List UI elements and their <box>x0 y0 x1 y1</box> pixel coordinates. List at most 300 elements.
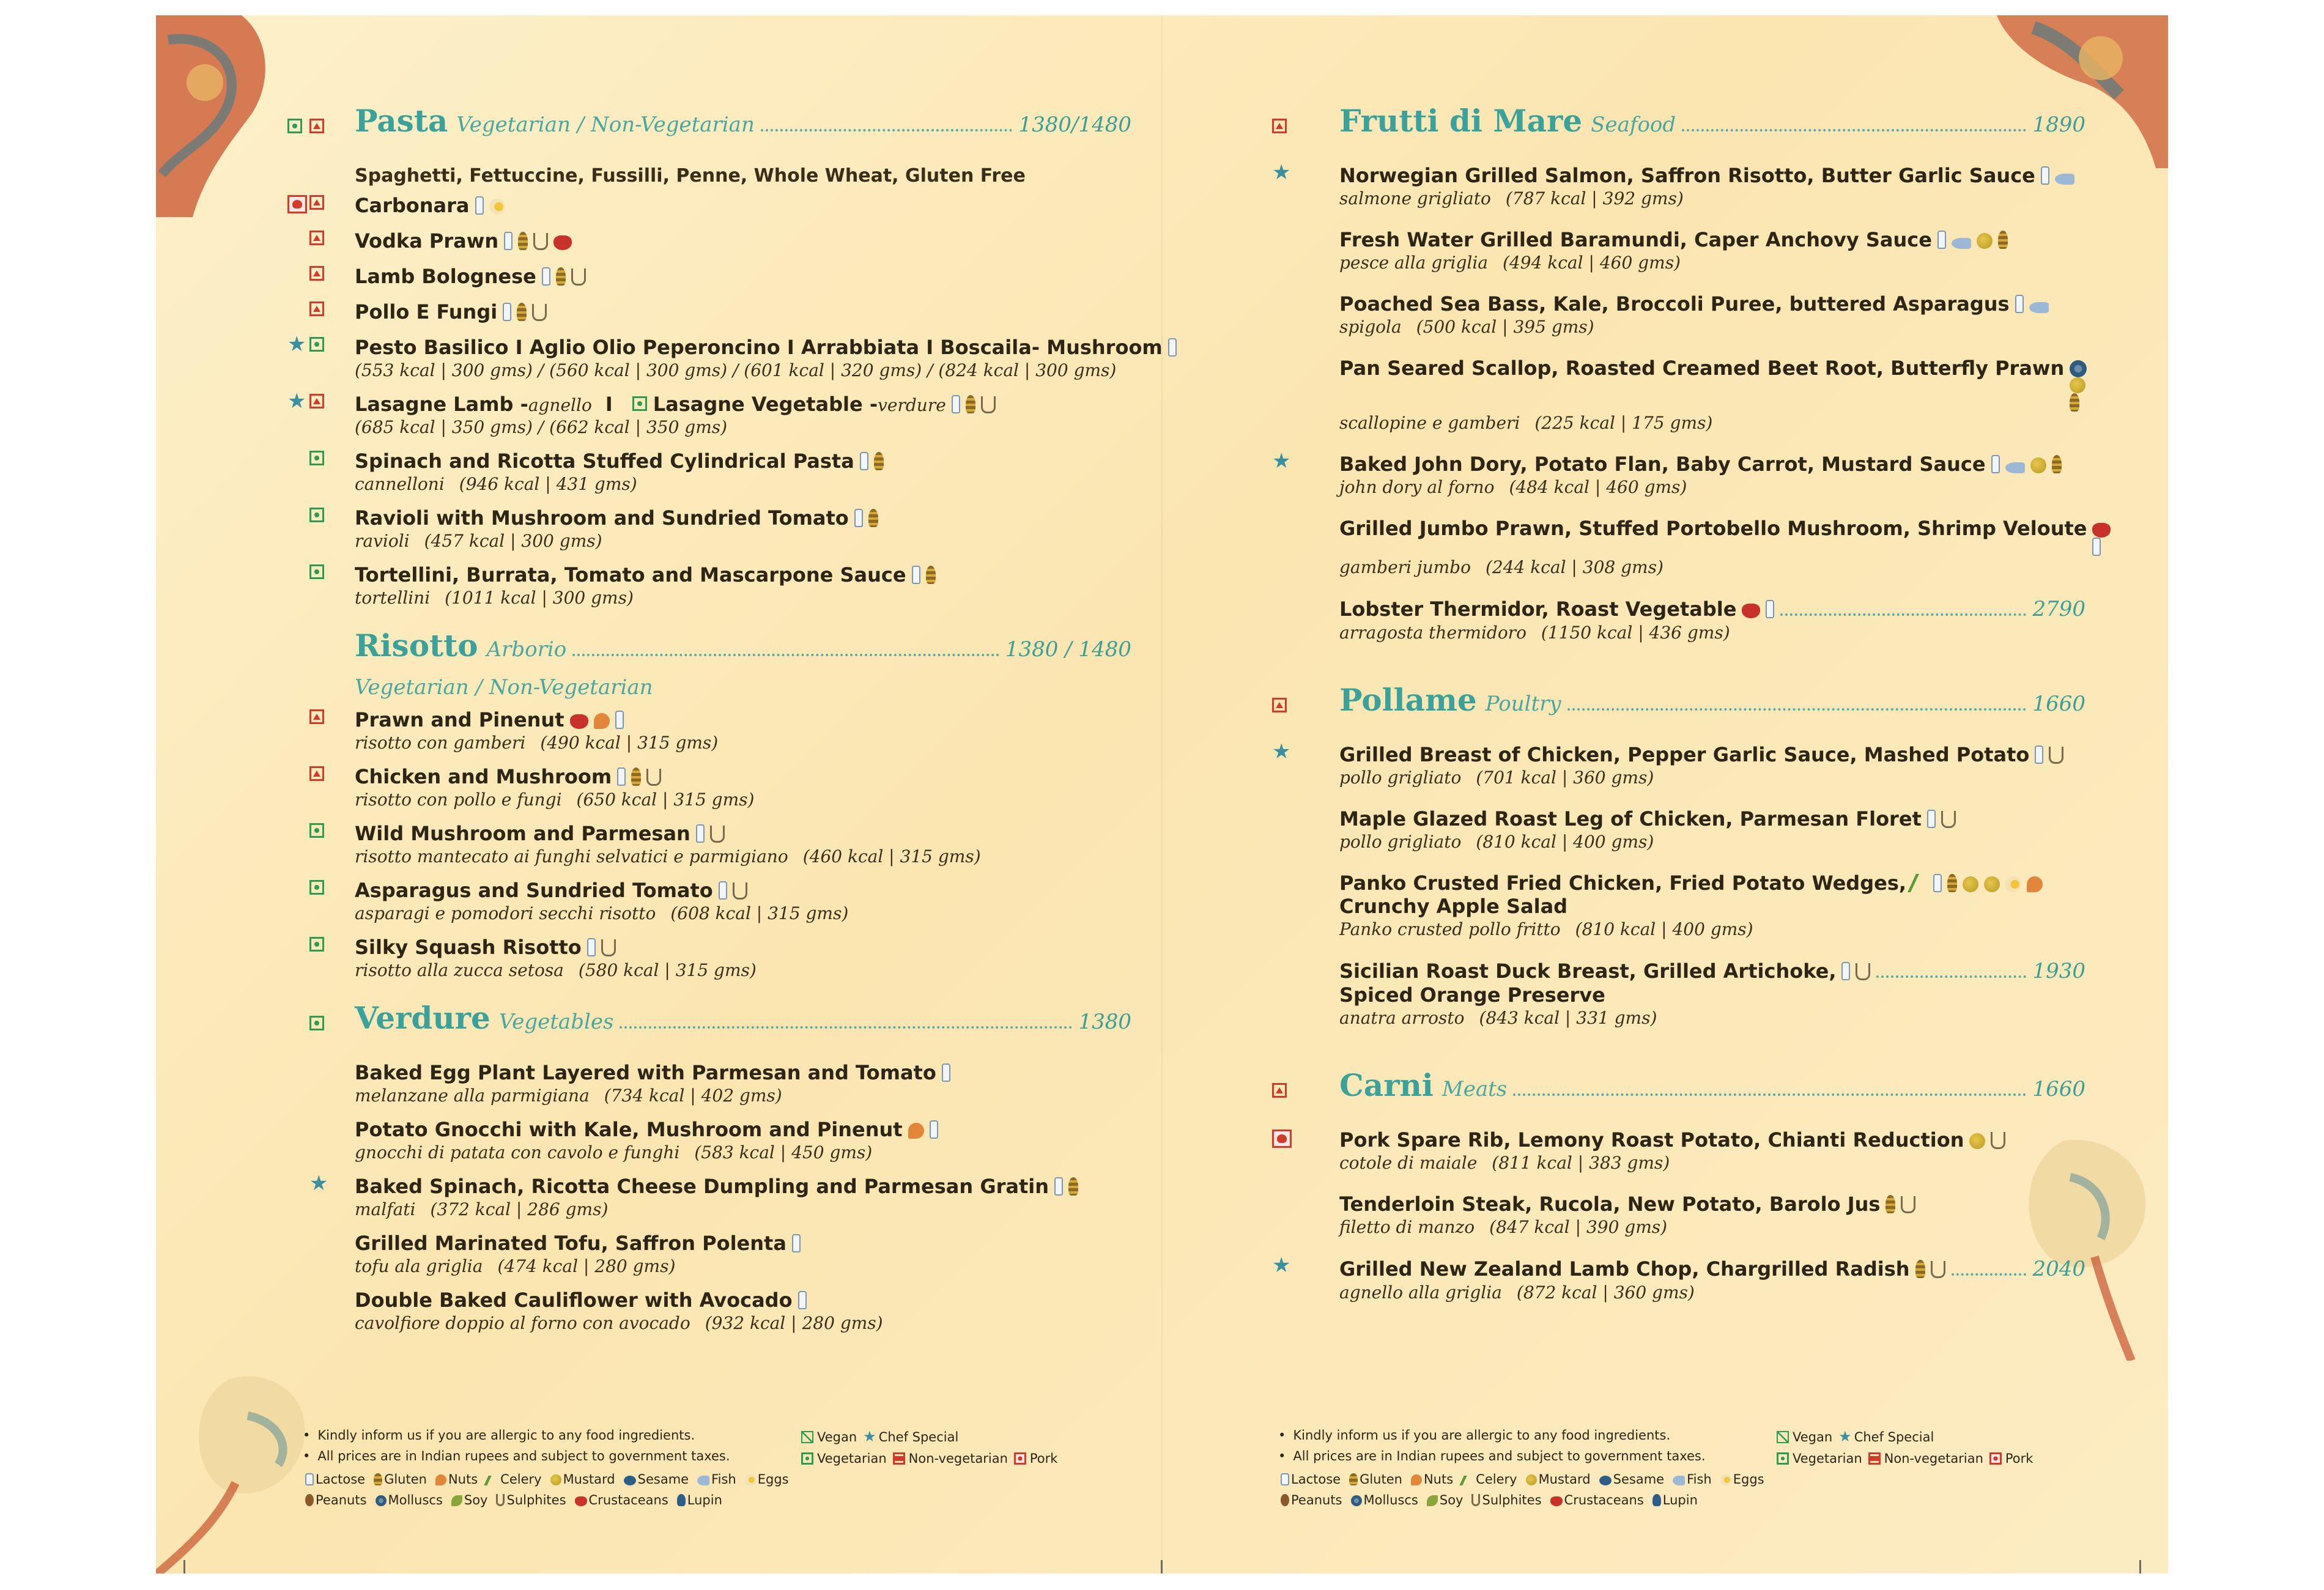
item-description <box>355 417 1131 437</box>
eggs-icon <box>1720 1474 1731 1485</box>
dietary-marks <box>287 1016 349 1038</box>
item-title-line <box>355 1118 1131 1141</box>
item-calories: (225 kcal | 175 gms) <box>1534 413 1713 433</box>
section-title: Risotto <box>355 627 478 664</box>
sesame-icon <box>624 1476 636 1485</box>
lactose-icon <box>2035 745 2043 764</box>
allergen-icons <box>849 509 878 527</box>
sulphites-icon <box>1931 1261 1945 1278</box>
item-calories: (932 kcal | 280 gms) <box>705 1313 883 1333</box>
item-name: Grilled Marinated Tofu, Saffron Polenta <box>355 1232 786 1255</box>
vegetarian-icon <box>309 451 324 465</box>
soy-icon <box>1427 1495 1438 1506</box>
item-name: Panko Crusted Fried Chicken, Fried Potato Wedges, <box>1339 871 1907 895</box>
item-description <box>1339 767 2085 788</box>
item-italian-name: risotto mantecato ai funghi selvatici e parmigiano <box>355 846 788 867</box>
item-name: Prawn and Pinenut <box>355 708 564 731</box>
section-header <box>287 627 1131 689</box>
chef-special-icon: ★ <box>1272 160 1291 185</box>
menu-item <box>1272 1253 2085 1303</box>
non-vegetarian-icon <box>1272 698 1287 712</box>
item-italian-name: agnello alla griglia <box>1339 1282 1502 1303</box>
allergen-icons <box>564 711 624 729</box>
item-calories: (583 kcal | 450 gms) <box>694 1142 873 1163</box>
sulphites-icon <box>646 769 661 786</box>
left-menu-content <box>287 98 1163 1345</box>
item-name: Tortellini, Burrata, Tomato and Mascarpone Sauce <box>355 563 906 586</box>
soy-icon <box>451 1495 462 1506</box>
left-page <box>156 15 1162 1573</box>
item-italian-name: pesce alla griglia <box>1339 253 1489 273</box>
allergen-icons <box>946 395 996 413</box>
lactose-icon <box>542 267 550 286</box>
item-name: Grilled Breast of Chicken, Pepper Garlic Sauce, Mashed Potato <box>1339 743 2030 766</box>
allergen-label-nuts: Nuts <box>448 1472 478 1487</box>
fish-icon <box>1673 1476 1685 1485</box>
chef-special-icon: ★ <box>287 332 306 357</box>
item-name: Wild Mushroom and Parmesan <box>355 822 690 845</box>
item-title-line <box>1339 1257 2085 1281</box>
right-page <box>1162 15 2168 1573</box>
item-italian-name: Panko crusted pollo fritto <box>1339 919 1561 939</box>
item-name: Baked John Dory, Potato Flan, Baby Carrot, Mustard Sauce <box>1339 453 1986 476</box>
crustaceans-icon <box>553 235 572 250</box>
dietary-marks <box>1272 739 1333 766</box>
item-description <box>1339 477 2085 497</box>
mustard-icon <box>1984 876 2000 892</box>
section-frutti <box>1272 103 2085 643</box>
section-subtitle: Vegetarian / Non-Vegetarian <box>456 113 755 137</box>
item-calories: (872 kcal | 360 gms) <box>1516 1282 1695 1303</box>
item-description <box>355 1142 1131 1163</box>
item-title-line <box>1339 1128 2085 1152</box>
leader-dots <box>1682 129 2026 131</box>
section-subtitle: Meats <box>1441 1077 1508 1101</box>
chef-special-icon: ★ <box>1838 1428 1852 1445</box>
item-description <box>1339 1008 2085 1028</box>
lactose-icon <box>1841 962 1850 980</box>
item-price: 1930 <box>2032 959 2085 983</box>
allergen-icons <box>1049 1177 1078 1196</box>
vegetarian-icon <box>801 1452 813 1465</box>
item-description <box>355 733 1131 753</box>
lactose-icon <box>719 881 727 900</box>
item-title-line <box>355 879 1131 902</box>
item-title-line <box>355 1232 1131 1255</box>
item-italian-name: john dory al forno <box>1339 477 1495 497</box>
menu-item <box>1272 517 2085 577</box>
item-calories: (372 kcal | 286 gms) <box>430 1199 609 1219</box>
dietary-marks <box>1272 808 1333 830</box>
lactose-icon <box>1054 1177 1063 1196</box>
menu-item <box>287 879 1131 923</box>
item-calories: (484 kcal | 460 gms) <box>1509 477 1687 497</box>
item-calories: (734 kcal | 402 gms) <box>604 1085 782 1106</box>
dietary-marks <box>1272 1130 1333 1152</box>
item-name: Baked Egg Plant Layered with Parmesan and Tomato <box>355 1061 936 1084</box>
item-title-line <box>1339 517 2085 556</box>
item-name: Pork Spare Rib, Lemony Roast Potato, Chianti Reduction <box>1339 1128 1964 1152</box>
lactose-icon <box>1991 455 2000 473</box>
lupin-icon <box>677 1494 686 1506</box>
pork-icon <box>1014 1452 1026 1465</box>
crustaceans-icon <box>575 1496 587 1506</box>
lactose-icon <box>615 711 624 729</box>
lactose-icon <box>305 1473 314 1485</box>
gluten-icon <box>517 303 527 321</box>
item-calories: (460 kcal | 315 gms) <box>802 846 981 867</box>
key-vegan: Vegan <box>817 1430 857 1444</box>
vegetarian-icon <box>309 337 324 352</box>
sulphites-icon <box>571 268 586 286</box>
item-title-line <box>1339 453 2085 476</box>
vegan-icon <box>1777 1431 1789 1443</box>
dietary-marks <box>287 332 349 359</box>
item-title-line <box>1339 164 2085 187</box>
mustard-icon <box>1977 233 1993 249</box>
non-vegetarian-icon <box>309 195 324 210</box>
key-chef-special: Chef Special <box>878 1430 959 1444</box>
section-price: 1890 <box>2032 113 2085 137</box>
allergen-icons <box>2010 295 2049 313</box>
item-italian-name: gamberi jumbo <box>1339 557 1471 577</box>
lactose-icon <box>912 566 920 584</box>
non-vegetarian-icon <box>309 301 324 316</box>
key-vegan: Vegan <box>1793 1430 1833 1444</box>
item-calories: (810 kcal | 400 gms) <box>1476 832 1654 852</box>
fish-icon <box>1952 238 1971 249</box>
tax-note: • All prices are in Indian rupees and subject to government taxes. <box>303 1449 804 1463</box>
pork-icon <box>287 195 307 213</box>
item-name-line2: Spiced Orange Preserve <box>1339 983 1605 1007</box>
allergen-icons <box>536 267 586 286</box>
item-description <box>1339 557 2085 577</box>
menu-item <box>1272 807 2085 852</box>
sulphites-icon <box>733 882 747 900</box>
item-name: Lasagne Lamb - <box>355 393 528 416</box>
item-description <box>355 846 1131 867</box>
allergen-label-peanuts: Peanuts <box>316 1493 367 1507</box>
section-price: 1380/1480 <box>1018 113 1131 137</box>
menu-item <box>287 194 1131 217</box>
fish-icon <box>2029 302 2049 313</box>
item-name-italian: agnello <box>528 395 592 415</box>
vegetarian-icon <box>309 880 324 895</box>
item-description <box>355 1199 1131 1219</box>
dietary-marks <box>287 508 349 530</box>
item-description <box>1339 919 2085 939</box>
section-title: Frutti di Mare <box>1339 103 1583 139</box>
sulphites-icon <box>1901 1196 1915 1213</box>
fish-icon <box>697 1476 709 1485</box>
item-calories: (457 kcal | 300 gms) <box>424 531 602 551</box>
vegetarian-icon <box>309 564 324 579</box>
item-title-line <box>355 1289 1131 1312</box>
allergen-icons <box>690 824 725 843</box>
dietary-marks <box>287 266 349 288</box>
gluten-icon <box>926 566 936 584</box>
item-description <box>1339 413 2085 433</box>
section-subtitle: Seafood <box>1591 113 1676 137</box>
item-title-line <box>1339 228 2085 251</box>
allergy-note: • Kindly inform us if you are allergic to any food ingredients. <box>1278 1428 1780 1443</box>
item-description <box>1339 832 2085 852</box>
dietary-marks <box>287 231 349 253</box>
leader-dots <box>1952 1273 2027 1276</box>
gluten-icon <box>2070 393 2079 412</box>
item-description <box>1339 1153 2085 1173</box>
item-description <box>355 360 1131 380</box>
eggs-icon <box>745 1474 756 1485</box>
item-italian-name: asparagi e pomodori secchi risotto <box>355 903 656 923</box>
item-calories: (847 kcal | 390 gms) <box>1489 1217 1668 1237</box>
section-title: Pasta <box>355 103 448 139</box>
lactose-icon <box>860 452 868 470</box>
item-name: Carbonara <box>355 194 470 217</box>
chef-special-icon: ★ <box>1272 1253 1291 1278</box>
non-vegetarian-icon <box>309 266 324 281</box>
item-description <box>1339 623 2085 643</box>
leader-dots <box>572 654 999 656</box>
sulphites-icon <box>496 1494 505 1506</box>
fish-icon <box>2055 174 2074 185</box>
allergen-label-lactose: Lactose <box>1291 1472 1341 1487</box>
section-price: 1660 <box>2032 692 2085 716</box>
allergen-label-sesame: Sesame <box>1613 1472 1665 1487</box>
item-name: Spinach and Ricotta Stuffed Cylindrical Pasta <box>355 449 854 473</box>
gluten-icon <box>2052 455 2062 473</box>
item-italian-name: cavolfiore doppio al forno con avocado <box>355 1313 690 1333</box>
lactose-icon <box>504 232 513 250</box>
dietary-marks <box>1272 960 1333 982</box>
item-title-line <box>355 822 1131 845</box>
item-italian-name: scallopine e gamberi <box>1339 413 1520 433</box>
item-italian-name: anatra arrosto <box>1339 1008 1465 1028</box>
peanuts-icon <box>305 1494 314 1506</box>
item-title-line <box>1339 1192 2085 1216</box>
item-description <box>1339 1282 2085 1303</box>
key-non-vegetarian: Non-vegetarian <box>1884 1451 1983 1466</box>
section-carni <box>1272 1067 2085 1303</box>
item-title-line <box>355 194 1131 217</box>
sulphites-icon <box>2049 747 2063 764</box>
item-calories: (811 kcal | 383 gms) <box>1492 1153 1670 1173</box>
lactose-icon <box>952 395 960 413</box>
leader-dots <box>1876 975 2026 978</box>
molluscs-icon <box>2070 360 2087 377</box>
menu-item <box>1272 160 2085 209</box>
crustaceans-icon <box>2092 523 2111 538</box>
section-price: 1660 <box>2032 1077 2085 1101</box>
mustard-icon <box>1963 876 1978 892</box>
lactose-icon <box>930 1120 938 1139</box>
dietary-marks <box>287 119 349 141</box>
vegetarian-icon <box>1777 1452 1789 1465</box>
lactose-icon <box>1927 810 1936 828</box>
allergen-icons <box>1906 874 2043 892</box>
menu-item <box>287 1289 1131 1333</box>
gluten-icon <box>1885 1195 1895 1213</box>
menu-item <box>287 389 1131 437</box>
allergen-label-sulphites: Sulphites <box>506 1493 566 1507</box>
allergen-label-lupin: Lupin <box>1662 1493 1698 1507</box>
allergen-label-gluten: Gluten <box>384 1472 427 1487</box>
menu-item <box>1272 292 2085 337</box>
item-name: Maple Glazed Roast Leg of Chicken, Parmesan Floret <box>1339 807 1922 830</box>
mustard-icon <box>2070 377 2085 393</box>
item-calories: (1011 kcal | 300 gms) <box>445 588 634 608</box>
item-title-line <box>1339 959 2085 983</box>
section-title: Carni <box>1339 1067 1434 1103</box>
lactose-icon <box>617 767 626 786</box>
item-italian-name: risotto con gamberi <box>355 733 526 753</box>
sulphites-icon <box>533 233 548 250</box>
item-title-line <box>355 1061 1131 1084</box>
lactose-icon <box>792 1234 801 1252</box>
fish-icon <box>2005 462 2025 473</box>
crustaceans-icon <box>1550 1496 1563 1506</box>
item-name: Tenderloin Steak, Rucola, New Potato, Barolo Jus <box>1339 1192 1881 1216</box>
allergen-icons <box>470 196 505 215</box>
non-vegetarian-icon <box>1272 119 1287 133</box>
allergen-icons <box>1736 600 1774 618</box>
item-calories: (701 kcal | 360 gms) <box>1476 767 1654 788</box>
section-header <box>287 103 1131 164</box>
sulphites-icon <box>1471 1494 1480 1506</box>
item-name-alt: Lasagne Vegetable - <box>653 393 878 416</box>
pork-icon <box>1989 1452 2002 1465</box>
item-description <box>355 960 1131 980</box>
non-vegetarian-icon <box>309 709 324 724</box>
item-calories: (787 kcal | 392 gms) <box>1505 188 1684 209</box>
allergen-key <box>1278 1472 2134 1514</box>
item-description <box>355 588 1131 608</box>
item-description <box>355 903 1131 923</box>
item-name-line2: Crunchy Apple Salad <box>1339 895 1568 918</box>
item-title-line <box>1339 292 2085 316</box>
gluten-icon <box>1998 231 2008 249</box>
item-calories: (500 kcal | 395 gms) <box>1416 317 1594 337</box>
vegetarian-icon <box>309 508 324 522</box>
item-title-line <box>1339 871 2085 895</box>
item-name: Lamb Bolognese <box>355 265 536 288</box>
allergen-label-eggs: Eggs <box>1733 1472 1764 1487</box>
item-title-line <box>355 1175 1131 1198</box>
chef-special-icon: ★ <box>309 1171 328 1196</box>
nuts-icon <box>1411 1474 1422 1485</box>
footer-notes <box>1278 1428 1780 1470</box>
non-vegetarian-icon <box>309 394 324 409</box>
dietary-marks <box>287 389 349 416</box>
vegetarian-icon <box>309 823 324 838</box>
nuts-icon <box>2027 876 2043 892</box>
lupin-icon <box>1652 1494 1661 1506</box>
celery-icon <box>484 1476 500 1485</box>
menu-item <box>287 506 1131 551</box>
molluscs-icon <box>376 1495 387 1506</box>
menu-item <box>287 332 1163 380</box>
item-italian-name: tofu ala griglia <box>355 1256 483 1276</box>
section-subtitle: Arborio <box>486 637 567 662</box>
allergen-label-celery: Celery <box>500 1472 542 1487</box>
item-italian-name: cotole di maiale <box>1339 1153 1478 1173</box>
item-italian-name: ravioli <box>355 531 410 551</box>
lactose-icon <box>503 303 511 321</box>
menu-item <box>287 449 1131 494</box>
dietary-marks <box>287 564 349 586</box>
lactose-icon <box>942 1063 950 1082</box>
dietary-marks <box>1272 1083 1333 1105</box>
lactose-icon <box>1933 874 1942 892</box>
allergen-icons <box>906 566 936 584</box>
item-italian-name: pollo grigliato <box>1339 832 1462 852</box>
item-name-italian: verdure <box>878 395 946 415</box>
item-calories: (494 kcal | 460 gms) <box>1503 253 1681 273</box>
dietary-marks <box>1272 358 1333 380</box>
lactose-icon <box>1766 600 1774 618</box>
lactose-icon <box>696 824 705 843</box>
dietary-marks <box>1272 1194 1333 1216</box>
allergen-icons <box>1964 1132 2005 1149</box>
section-risotto <box>287 627 1131 980</box>
item-italian-name: filetto di manzo <box>1339 1217 1475 1237</box>
dietary-marks <box>287 195 349 217</box>
menu-item <box>287 300 1131 324</box>
sulphites-icon <box>1856 963 1870 980</box>
allergen-label-crustaceans: Crustaceans <box>588 1493 668 1507</box>
item-title-line <box>355 229 1131 253</box>
allergen-label-fish: Fish <box>1687 1472 1712 1487</box>
leader-dots <box>761 129 1013 131</box>
allergen-icons <box>786 1234 801 1252</box>
menu-item <box>287 265 1131 288</box>
item-italian-name: pollo grigliato <box>1339 767 1462 788</box>
key-pork: Pork <box>2005 1451 2033 1466</box>
item-name: Asparagus and Sundried Tomato <box>355 879 713 902</box>
item-price: 2040 <box>2032 1257 2085 1281</box>
menu-item <box>287 1118 1131 1163</box>
dietary-marks <box>1272 518 1333 540</box>
item-italian-name: risotto alla zucca setosa <box>355 960 564 980</box>
allergen-icons <box>2029 745 2063 764</box>
dietary-marks <box>1272 1253 1333 1280</box>
celery-icon <box>1908 874 1932 892</box>
item-calories: (843 kcal | 331 gms) <box>1479 1008 1657 1028</box>
menu-item <box>287 1171 1131 1219</box>
item-title-line <box>355 506 1131 530</box>
item-description <box>355 531 1131 551</box>
allergen-icons <box>2064 360 2087 412</box>
allergen-label-peanuts: Peanuts <box>1291 1493 1342 1507</box>
tax-note: • All prices are in Indian rupees and subject to government taxes. <box>1278 1449 1780 1463</box>
section-title: Verdure <box>355 1000 490 1036</box>
allergen-label-celery: Celery <box>1476 1472 1517 1487</box>
section-header <box>287 1000 1131 1061</box>
allergen-label-lactose: Lactose <box>316 1472 366 1487</box>
gluten-icon <box>1915 1260 1925 1278</box>
gluten-icon <box>374 1473 382 1485</box>
section-subtitle: Poultry <box>1485 692 1561 716</box>
lactose-icon <box>1281 1473 1289 1485</box>
menu-item <box>1272 1192 2085 1237</box>
dietary-marks <box>1272 160 1333 187</box>
item-title-line <box>1339 743 2085 766</box>
celery-icon <box>1459 1476 1476 1485</box>
sulphites-icon <box>710 826 725 843</box>
nuts-icon <box>435 1474 446 1485</box>
item-title-line <box>355 936 1131 959</box>
allergen-icons <box>2035 166 2074 185</box>
